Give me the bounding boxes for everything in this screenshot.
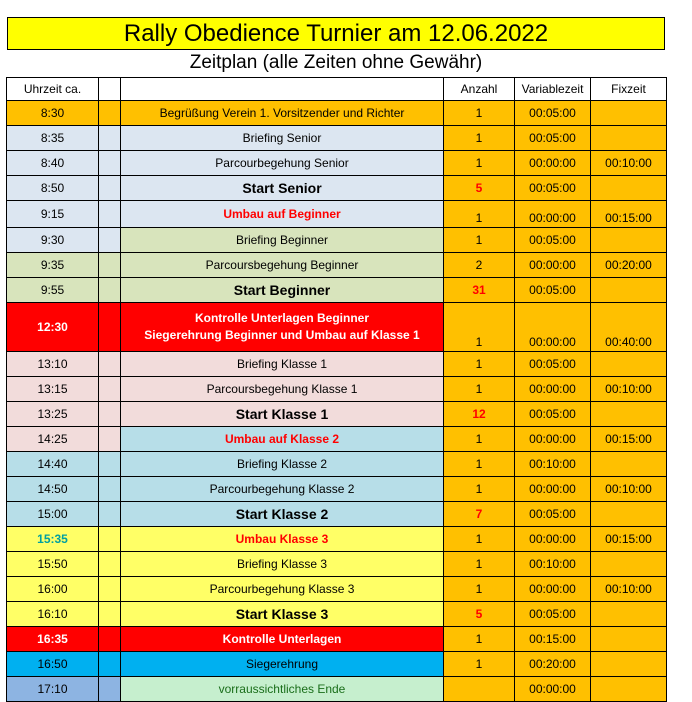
variable-cell: 00:10:00 <box>515 452 591 477</box>
variable-cell: 00:00:00 <box>515 427 591 452</box>
event-line-2: Siegerehrung Beginner und Umbau auf Klasse 1 <box>144 328 420 342</box>
event-cell: Umbau auf Beginner <box>121 201 444 228</box>
header-time: Uhrzeit ca. <box>7 78 99 101</box>
variable-cell: 00:05:00 <box>515 402 591 427</box>
time-cell: 16:35 <box>7 627 99 652</box>
table-row <box>7 502 667 527</box>
spacer-cell <box>99 377 121 402</box>
spacer-cell <box>99 577 121 602</box>
event-cell: Parcourbegehung Klasse 3 <box>121 577 444 602</box>
variable-cell: 00:05:00 <box>515 278 591 303</box>
fixed-cell <box>591 278 667 303</box>
spacer-cell <box>99 602 121 627</box>
fixed-cell <box>591 627 667 652</box>
time-cell: 15:00 <box>7 502 99 527</box>
spacer-cell <box>99 477 121 502</box>
variable-cell: 00:00:00 <box>515 253 591 278</box>
count-cell: 2 <box>444 253 515 278</box>
time-cell: 17:10 <box>7 677 99 702</box>
table-row <box>7 176 667 201</box>
fixed-cell: 00:10:00 <box>591 477 667 502</box>
fixed-cell: 00:15:00 <box>591 427 667 452</box>
time-cell: 12:30 <box>7 303 99 352</box>
count-cell: 1 <box>444 427 515 452</box>
count-cell: 1 <box>444 228 515 253</box>
count-cell: 1 <box>444 201 515 228</box>
variable-cell: 00:00:00 <box>515 303 591 352</box>
time-cell: 16:10 <box>7 602 99 627</box>
event-cell: vorraussichtliches Ende <box>121 677 444 702</box>
table-row <box>7 577 667 602</box>
time-cell: 14:40 <box>7 452 99 477</box>
spacer-cell <box>99 201 121 228</box>
spacer-cell <box>99 352 121 377</box>
fixed-cell <box>591 402 667 427</box>
spacer-cell <box>99 627 121 652</box>
fixed-cell <box>591 552 667 577</box>
fixed-cell: 00:10:00 <box>591 377 667 402</box>
table-row <box>7 477 667 502</box>
count-cell: 1 <box>444 577 515 602</box>
fixed-cell <box>591 176 667 201</box>
event-cell: Siegerehrung <box>121 652 444 677</box>
time-cell: 14:25 <box>7 427 99 452</box>
event-cell: Umbau Klasse 3 <box>121 527 444 552</box>
variable-cell: 00:00:00 <box>515 151 591 176</box>
fixed-cell: 00:10:00 <box>591 151 667 176</box>
count-cell: 1 <box>444 151 515 176</box>
table-row <box>7 201 667 228</box>
count-cell: 1 <box>444 452 515 477</box>
event-cell: Briefing Klasse 2 <box>121 452 444 477</box>
variable-cell: 00:20:00 <box>515 652 591 677</box>
fixed-cell <box>591 352 667 377</box>
time-cell: 8:50 <box>7 176 99 201</box>
count-cell: 1 <box>444 627 515 652</box>
table-row <box>7 303 667 352</box>
table-row <box>7 452 667 477</box>
variable-cell: 00:05:00 <box>515 101 591 126</box>
table-row <box>7 602 667 627</box>
fixed-cell <box>591 452 667 477</box>
time-cell: 8:30 <box>7 101 99 126</box>
fixed-cell <box>591 502 667 527</box>
count-cell: 1 <box>444 527 515 552</box>
spacer-cell <box>99 427 121 452</box>
spacer-cell <box>99 151 121 176</box>
spacer-cell <box>99 176 121 201</box>
fixed-cell <box>591 126 667 151</box>
header-fixed: Fixzeit <box>591 78 667 101</box>
count-cell: 1 <box>444 377 515 402</box>
spacer-cell <box>99 552 121 577</box>
table-row <box>7 652 667 677</box>
count-cell: 5 <box>444 176 515 201</box>
count-cell: 1 <box>444 126 515 151</box>
variable-cell: 00:05:00 <box>515 352 591 377</box>
variable-cell: 00:05:00 <box>515 602 591 627</box>
table-row <box>7 228 667 253</box>
event-cell: Begrüßung Verein 1. Vorsitzender und Richter <box>121 101 444 126</box>
event-cell: Briefing Senior <box>121 126 444 151</box>
event-cell: Start Klasse 3 <box>121 602 444 627</box>
time-cell: 8:40 <box>7 151 99 176</box>
count-cell: 1 <box>444 101 515 126</box>
variable-cell: 00:15:00 <box>515 627 591 652</box>
table-row <box>7 126 667 151</box>
event-cell: Briefing Klasse 3 <box>121 552 444 577</box>
variable-cell: 00:05:00 <box>515 176 591 201</box>
time-cell: 13:25 <box>7 402 99 427</box>
fixed-cell <box>591 101 667 126</box>
spacer-cell <box>99 502 121 527</box>
event-cell <box>121 303 444 352</box>
count-cell <box>444 677 515 702</box>
table-row <box>7 377 667 402</box>
header-variable: Variablezeit <box>515 78 591 101</box>
event-cell: Parcoursbegehung Beginner <box>121 253 444 278</box>
table-row <box>7 352 667 377</box>
fixed-cell <box>591 677 667 702</box>
variable-cell: 00:00:00 <box>515 377 591 402</box>
fixed-cell <box>591 602 667 627</box>
variable-cell: 00:00:00 <box>515 677 591 702</box>
event-cell: Start Beginner <box>121 278 444 303</box>
count-cell: 12 <box>444 402 515 427</box>
spacer-cell <box>99 402 121 427</box>
time-cell: 15:50 <box>7 552 99 577</box>
variable-cell: 00:00:00 <box>515 477 591 502</box>
fixed-cell <box>591 228 667 253</box>
time-cell: 15:35 <box>7 527 99 552</box>
header-event <box>121 78 444 101</box>
variable-cell: 00:00:00 <box>515 577 591 602</box>
spacer-cell <box>99 253 121 278</box>
table-row <box>7 278 667 303</box>
spacer-cell <box>99 101 121 126</box>
spacer-cell <box>99 228 121 253</box>
event-cell: Briefing Klasse 1 <box>121 352 444 377</box>
fixed-cell <box>591 652 667 677</box>
fixed-cell: 00:40:00 <box>591 303 667 352</box>
fixed-cell: 00:15:00 <box>591 201 667 228</box>
spacer-cell <box>99 303 121 352</box>
table-header-row <box>7 78 667 101</box>
table-row <box>7 627 667 652</box>
event-cell: Start Senior <box>121 176 444 201</box>
count-cell: 1 <box>444 552 515 577</box>
header-count: Anzahl <box>444 78 515 101</box>
table-row <box>7 253 667 278</box>
variable-cell: 00:05:00 <box>515 502 591 527</box>
event-cell: Parcourbegehung Klasse 2 <box>121 477 444 502</box>
header-spacer <box>99 78 121 101</box>
variable-cell: 00:05:00 <box>515 126 591 151</box>
event-cell: Parcourbegehung Senior <box>121 151 444 176</box>
table-row <box>7 552 667 577</box>
table-row <box>7 677 667 702</box>
count-cell: 1 <box>444 477 515 502</box>
count-cell: 31 <box>444 278 515 303</box>
event-line-1: Kontrolle Unterlagen Beginner <box>194 311 370 325</box>
count-cell: 1 <box>444 303 515 352</box>
time-cell: 16:00 <box>7 577 99 602</box>
time-cell: 9:35 <box>7 253 99 278</box>
event-cell: Start Klasse 1 <box>121 402 444 427</box>
spacer-cell <box>99 278 121 303</box>
spacer-cell <box>99 652 121 677</box>
time-cell: 13:15 <box>7 377 99 402</box>
time-cell: 8:35 <box>7 126 99 151</box>
variable-cell: 00:00:00 <box>515 201 591 228</box>
time-cell: 9:55 <box>7 278 99 303</box>
event-cell: Kontrolle Unterlagen <box>121 627 444 652</box>
time-cell: 9:15 <box>7 201 99 228</box>
table-row <box>7 402 667 427</box>
count-cell: 1 <box>444 652 515 677</box>
spacer-cell <box>99 527 121 552</box>
table-row <box>7 101 667 126</box>
variable-cell: 00:10:00 <box>515 552 591 577</box>
spacer-cell <box>99 126 121 151</box>
count-cell: 5 <box>444 602 515 627</box>
page-subtitle: Zeitplan (alle Zeiten ohne Gewähr) <box>189 52 483 73</box>
count-cell: 7 <box>444 502 515 527</box>
table-row <box>7 527 667 552</box>
spacer-cell <box>99 677 121 702</box>
fixed-cell: 00:15:00 <box>591 527 667 552</box>
count-cell: 1 <box>444 352 515 377</box>
event-cell: Umbau auf Klasse 2 <box>121 427 444 452</box>
event-cell: Parcoursbegehung Klasse 1 <box>121 377 444 402</box>
table-row <box>7 427 667 452</box>
spacer-cell <box>99 452 121 477</box>
fixed-cell: 00:20:00 <box>591 253 667 278</box>
variable-cell: 00:00:00 <box>515 527 591 552</box>
schedule-table <box>6 77 667 702</box>
time-cell: 16:50 <box>7 652 99 677</box>
time-cell: 14:50 <box>7 477 99 502</box>
page-title: Rally Obedience Turnier am 12.06.2022 <box>7 17 665 50</box>
time-cell: 13:10 <box>7 352 99 377</box>
variable-cell: 00:05:00 <box>515 228 591 253</box>
time-cell: 9:30 <box>7 228 99 253</box>
event-cell: Start Klasse 2 <box>121 502 444 527</box>
event-cell: Briefing Beginner <box>121 228 444 253</box>
fixed-cell: 00:10:00 <box>591 577 667 602</box>
table-row <box>7 151 667 176</box>
